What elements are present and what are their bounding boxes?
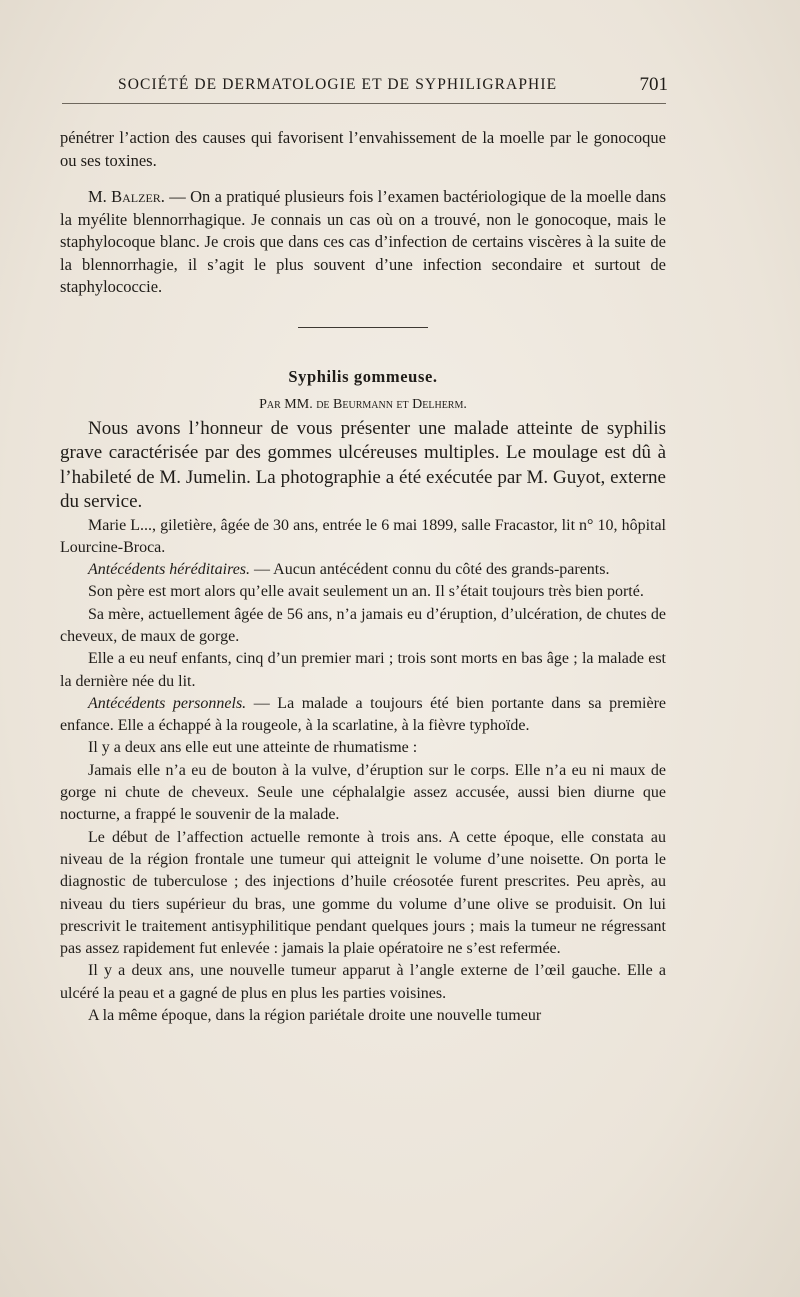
page-number: 701: [639, 74, 668, 95]
speaker-name: M. Balzer.: [88, 187, 165, 206]
paragraph-hereditary: [60, 559, 666, 581]
paragraph-siblings: Elle a eu neuf enfants, cinq d’un premier mari ; trois sont morts en bas âge ; la malade est la dernière née du lit.: [60, 650, 666, 690]
paragraph-balzer: [60, 186, 666, 299]
paragraph-father: Son père est mort alors qu’elle avait seulement un an. Il s’était toujours très bien porté.: [88, 583, 644, 601]
paragraph-intro: Nous avons l’honneur de vous présenter une malade atteinte de syphilis grave caractérisée par des gommes ulcéreuses multiples. Le moulage est dû à l’habileté de M. Jumelin. La photographie a été exécutée par M. Guyot, externe du service.: [60, 417, 666, 512]
paragraph-rheumatism: Il y a deux ans elle eut une atteinte de rhumatisme :: [88, 739, 418, 757]
hereditary-text: — Aucun antécédent connu du côté des grands-parents.: [250, 561, 610, 579]
article-title: Syphilis gommeuse.: [288, 366, 438, 386]
body-text: [60, 127, 666, 1027]
personal-label: Antécédents personnels.: [88, 694, 247, 712]
paragraph-onset: Le début de l’affection actuelle remonte à trois ans. A cette époque, elle constata au niveau de la région frontale une tumeur qui atteignit le volume d’une noisette. On porta le diagnostic de tuberculose ; des injections d’huile créosotée furent prescrites. Peu après, au niveau du tiers supérieur du bras, une gomme du volume d’une olive se produisit. On lui prescrivit le traitement antisyphilitique pendant quelques jours ; mais la tumeur ne régressant pas assez rapidement fut enlevée : jamais la plaie opératoire ne s’est refermée.: [60, 828, 666, 958]
paragraph-continued: pénétrer l’action des causes qui favorisent l’envahissement de la moelle par le gonocoque ou ses toxines.: [60, 128, 666, 170]
paragraph-no-lesions: Jamais elle n’a eu de bouton à la vulve, d’éruption sur le corps. Elle n’a eu ni maux de gorge ni chute de cheveux. Seule une céphalalgie assez accusée, aussi bien diurne que nocturne, a frappé le souvenir de la malade.: [60, 761, 666, 824]
paragraph-personal: [60, 693, 666, 738]
running-title: SOCIÉTÉ DE DERMATOLOGIE ET DE SYPHILIGRAPHIE: [118, 76, 558, 93]
personal-text: — La malade a toujours été bien portante dans sa première enfance. Elle a échappé à la rougeole, à la scarlatine, à la fièvre typhoïde.: [60, 694, 667, 735]
paragraph-parietal: A la même époque, dans la région pariétale droite une nouvelle tumeur: [88, 1007, 542, 1025]
hereditary-label: Antécédents héréditaires.: [88, 561, 251, 579]
article-byline: Par MM. de Beurmann et Delherm.: [259, 397, 467, 412]
paragraph-eye-tumor: Il y a deux ans, une nouvelle tumeur apparut à l’angle externe de l’œil gauche. Elle a ulcéré la peau et a gagné de plus en plus les parties voisines.: [60, 962, 666, 1002]
section-separator: [298, 327, 428, 328]
header-rule: [62, 103, 666, 104]
paragraph-mother: Sa mère, actuellement âgée de 56 ans, n’a jamais eu d’éruption, d’ulcération, de chutes de cheveux, de maux de gorge.: [60, 605, 666, 645]
speaker-text: — On a pratiqué plusieurs fois l’examen bactériologique de la moelle dans la myélite blennorrhagique. Je connais un cas où on a trouvé, non le gonocoque, mais le staphylocoque blanc. Je crois que dans ces cas d’infection de certains viscères à la suite de la blennorrhagie, il s’agit le plus souvent d’une infection secondaire et surtout de staphylococcie.: [60, 187, 667, 296]
paragraph-patient: Marie L..., giletière, âgée de 30 ans, entrée le 6 mai 1899, salle Fracastor, lit n° 10, hôpital Lourcine-Broca.: [60, 516, 666, 556]
